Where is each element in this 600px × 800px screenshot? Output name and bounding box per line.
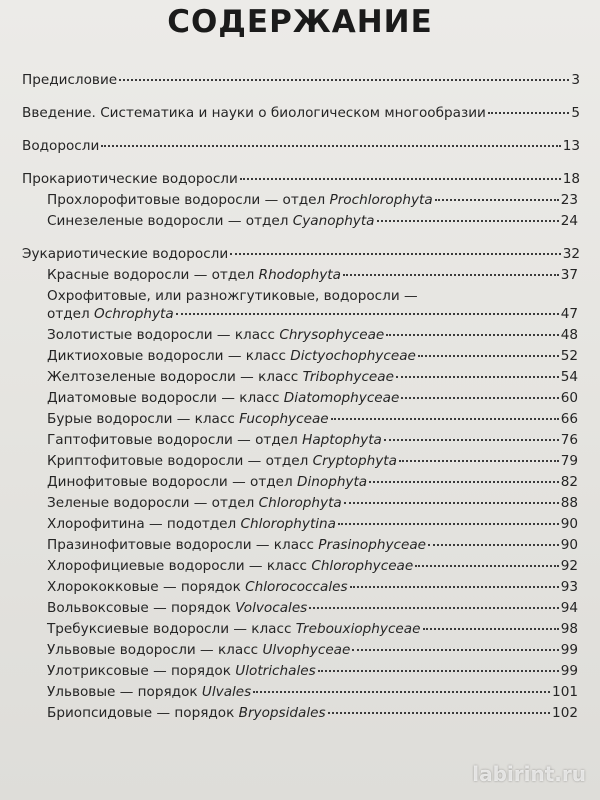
toc-entry-text: Требуксиевые водоросли — класс xyxy=(47,621,296,637)
toc-page-number: 92 xyxy=(560,558,578,574)
toc-page-number: 66 xyxy=(560,411,578,427)
toc-subsection xyxy=(0,598,600,619)
toc-subsection xyxy=(0,535,600,556)
dot-leader xyxy=(488,112,569,114)
toc-entry-label xyxy=(47,304,174,325)
dot-leader xyxy=(396,376,559,378)
toc-entry-latin-name: Prasinophyceae xyxy=(318,537,427,553)
toc-entry-text: Диктиоховые водоросли — класс xyxy=(47,348,291,364)
toc-entry-text: Гаптофитовые водоросли — отдел xyxy=(47,432,303,448)
toc-entry-latin-name: Ochrophyta xyxy=(94,306,174,322)
toc-page-number: 54 xyxy=(560,369,578,385)
toc-page-number: 32 xyxy=(562,246,580,262)
toc-entry-label xyxy=(47,640,350,661)
toc-entry-latin-name: Ulotrichales xyxy=(235,663,316,679)
toc-entry-label xyxy=(22,103,486,124)
toc-subsection xyxy=(0,409,600,430)
toc-subsection xyxy=(0,640,600,661)
toc-subsection xyxy=(0,451,600,472)
toc-entry-text: Прокариотические водоросли xyxy=(22,171,238,187)
dot-leader xyxy=(377,220,559,222)
toc-page-number: 98 xyxy=(560,621,578,637)
dot-leader xyxy=(338,523,559,525)
toc-entry-label xyxy=(47,619,421,640)
toc-entry-label xyxy=(47,535,426,556)
toc-entry-latin-name: Diatomophyceae xyxy=(283,390,400,406)
toc-entry-text: Хлорофициевые водоросли — класс xyxy=(47,558,312,574)
toc-entry-label xyxy=(22,169,238,190)
toc-entry-latin-name: Volvocales xyxy=(235,600,308,616)
toc-entry-latin-name: Chlorophyceae xyxy=(311,558,414,574)
toc-subsection xyxy=(0,211,600,232)
toc-entry-text: Улотриксовые — порядок xyxy=(47,663,236,679)
dot-leader xyxy=(318,670,559,672)
dot-leader xyxy=(344,502,559,504)
toc-entry-label xyxy=(22,244,228,265)
toc-entry-latin-name: Rhodophyta xyxy=(258,267,341,283)
toc-entry-latin-name: Chlorophytina xyxy=(240,516,336,532)
dot-leader xyxy=(240,178,561,180)
dot-leader xyxy=(331,418,559,420)
table-of-contents xyxy=(0,70,600,724)
toc-entry-text: Предисловие xyxy=(22,72,118,88)
toc-entry-label xyxy=(47,211,375,232)
toc-subsection xyxy=(0,682,600,703)
toc-subsection xyxy=(0,619,600,640)
dot-leader xyxy=(350,586,559,588)
toc-entry-latin-name: Prochlorophyta xyxy=(329,192,433,208)
toc-subsection xyxy=(0,556,600,577)
toc-entry-label xyxy=(47,472,367,493)
toc-page-number: 60 xyxy=(560,390,578,406)
toc-subsection xyxy=(0,514,600,535)
toc-page-number: 79 xyxy=(560,453,578,469)
toc-entry-text: Синезеленые водоросли — отдел xyxy=(47,213,293,229)
dot-leader xyxy=(101,145,560,147)
toc-page-number: 48 xyxy=(560,327,578,343)
toc-entry-latin-name: Dictyochophyceae xyxy=(290,348,416,364)
watermark: labirint.ru xyxy=(472,762,586,786)
dot-leader xyxy=(428,544,559,546)
toc-section xyxy=(0,136,600,157)
dot-leader xyxy=(119,79,569,81)
toc-entry-text: Зеленые водоросли — отдел xyxy=(47,495,259,511)
dot-leader xyxy=(423,628,559,630)
dot-leader xyxy=(401,397,558,399)
toc-section xyxy=(0,244,600,265)
toc-entry-latin-name: Trebouxiophyceae xyxy=(295,621,421,637)
toc-entry-text: Красные водоросли — отдел xyxy=(47,267,259,283)
dot-leader xyxy=(386,334,558,336)
toc-entry-latin-name: Cryptophyta xyxy=(312,453,397,469)
toc-entry-label xyxy=(47,388,399,409)
toc-subsection xyxy=(0,703,600,724)
toc-page-number: 3 xyxy=(571,72,580,88)
toc-entry-label xyxy=(47,556,413,577)
toc-page-number: 99 xyxy=(560,642,578,658)
toc-entry-latin-name: Ulvales xyxy=(201,684,252,700)
toc-subsection xyxy=(0,304,600,325)
toc-entry-label xyxy=(47,577,348,598)
toc-subsection xyxy=(0,493,600,514)
toc-subsection xyxy=(0,430,600,451)
toc-entry-latin-name: Chrysophyceae xyxy=(279,327,385,343)
toc-entry-text: Хлорофитина — подотдел xyxy=(47,516,241,532)
dot-leader xyxy=(176,313,559,315)
toc-page-number: 13 xyxy=(562,138,580,154)
toc-entry-text: Динофитовые водоросли — отдел xyxy=(47,474,298,490)
toc-page-number: 47 xyxy=(560,306,578,322)
toc-entry-latin-name: Ulvophyceae xyxy=(262,642,351,658)
toc-entry-label xyxy=(47,367,394,388)
toc-entry-latin-name: Haptophyta xyxy=(302,432,382,448)
dot-leader xyxy=(309,607,558,609)
toc-page-number: 18 xyxy=(562,171,580,187)
toc-entry-latin-name: Bryopsidales xyxy=(238,705,326,721)
toc-entry-label xyxy=(47,430,382,451)
toc-page-number: 88 xyxy=(560,495,578,511)
toc-section xyxy=(0,103,600,124)
toc-entry-latin-name: Fucophyceae xyxy=(239,411,329,427)
toc-entry-label xyxy=(47,661,316,682)
toc-entry-label xyxy=(47,346,416,367)
toc-entry-latin-name: Cyanophyta xyxy=(292,213,375,229)
toc-entry-text: Введение. Систематика и науки о биологическом многообразии xyxy=(22,105,486,121)
toc-entry-latin-name: Tribophyceae xyxy=(302,369,394,385)
toc-entry-label xyxy=(47,514,336,535)
toc-page-number: 94 xyxy=(560,600,578,616)
toc-page-number: 82 xyxy=(560,474,578,490)
toc-entry-text: Диатомовые водоросли — класс xyxy=(47,390,284,406)
dot-leader xyxy=(435,199,559,201)
dot-leader xyxy=(328,712,550,714)
toc-entry-text: Эукариотические водоросли xyxy=(22,246,229,262)
dot-leader xyxy=(369,481,559,483)
toc-entry-text: Празинофитовые водоросли — класс xyxy=(47,537,319,553)
toc-subsection xyxy=(0,346,600,367)
toc-entry-label xyxy=(47,682,251,703)
toc-subsection xyxy=(0,661,600,682)
toc-entry-label xyxy=(47,451,397,472)
dot-leader xyxy=(399,460,559,462)
toc-entry-label xyxy=(22,70,117,91)
toc-page-number: 52 xyxy=(560,348,578,364)
toc-entry-label xyxy=(47,703,326,724)
dot-leader xyxy=(253,691,550,693)
toc-entry-label xyxy=(22,136,99,157)
toc-entry-label xyxy=(47,493,342,514)
toc-entry-text: Золотистые водоросли — класс xyxy=(47,327,280,343)
toc-entry-text: Прохлорофитовые водоросли — отдел xyxy=(47,192,330,208)
dot-leader xyxy=(384,439,559,441)
toc-entry-text: Желтозеленые водоросли — класс xyxy=(47,369,303,385)
toc-page-number: 23 xyxy=(560,192,578,208)
toc-page-number: 90 xyxy=(560,516,578,532)
toc-subsection xyxy=(0,190,600,211)
toc-entry-text: Бриопсидовые — порядок xyxy=(47,705,239,721)
toc-entry-text: отдел xyxy=(47,306,95,322)
toc-subsection xyxy=(0,367,600,388)
toc-entry-text: Ульвовые водоросли — класс xyxy=(47,642,263,658)
page-title: СОДЕРЖАНИЕ xyxy=(167,4,433,40)
toc-entry-text: Ульвовые — порядок xyxy=(47,684,202,700)
toc-entry-label: Охрофитовые, или разножгутиковые, водоросли — xyxy=(47,288,418,304)
dot-leader xyxy=(230,253,560,255)
toc-page-number: 37 xyxy=(560,267,578,283)
toc-subsection xyxy=(0,265,600,286)
toc-section xyxy=(0,70,600,91)
dot-leader xyxy=(352,649,558,651)
toc-entry-label xyxy=(47,598,307,619)
toc-page-number: 5 xyxy=(571,105,580,121)
dot-leader xyxy=(418,355,559,357)
toc-entry-latin-name: Chlorococcales xyxy=(245,579,348,595)
toc-page-number: 24 xyxy=(560,213,578,229)
toc-subsection xyxy=(0,577,600,598)
toc-page-number: 76 xyxy=(560,432,578,448)
toc-page-number: 90 xyxy=(560,537,578,553)
toc-entry-text: Хлорококковые — порядок xyxy=(47,579,246,595)
toc-subsection xyxy=(0,388,600,409)
toc-subsection xyxy=(0,472,600,493)
toc-entry-label xyxy=(47,190,433,211)
toc-section xyxy=(0,169,600,190)
toc-entry-latin-name: Chlorophyta xyxy=(258,495,342,511)
dot-leader xyxy=(343,274,559,276)
toc-page-number: 99 xyxy=(560,663,578,679)
toc-entry-label xyxy=(47,265,341,286)
toc-entry-text: Криптофитовые водоросли — отдел xyxy=(47,453,313,469)
toc-entry-text: Бурые водоросли — класс xyxy=(47,411,240,427)
toc-page-number: 93 xyxy=(560,579,578,595)
dot-leader xyxy=(415,565,558,567)
toc-page-number: 102 xyxy=(552,705,578,721)
toc-entry-text: Вольвоксовые — порядок xyxy=(47,600,236,616)
toc-entry-latin-name: Dinophyta xyxy=(297,474,368,490)
toc-entry-label xyxy=(47,409,329,430)
toc-page-number: 101 xyxy=(552,684,578,700)
toc-entry-text: Водоросли xyxy=(22,138,100,154)
toc-entry-label xyxy=(47,325,384,346)
toc-subsection xyxy=(0,325,600,346)
